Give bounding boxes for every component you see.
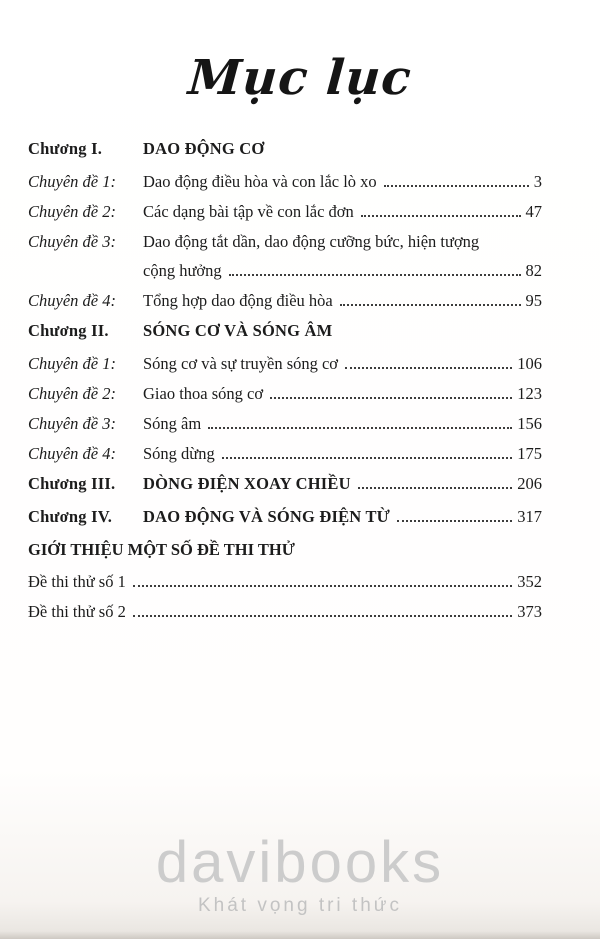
item-title: Đề thi thử số 2 [28,602,126,621]
page-bottom-edge-shadow [0,931,600,939]
page-number: 47 [525,202,542,221]
chapter-title: DAO ĐỘNG VÀ SÓNG ĐIỆN TỪ [143,507,390,526]
chapter-label: Chương II. [28,321,109,340]
dot-leader [222,457,513,459]
item-label: Chuyên đề 3: [28,414,116,433]
dot-leader [208,427,512,429]
chapter-label: Chương I. [28,139,103,158]
table-of-contents [0,140,600,620]
dot-leader [397,520,512,522]
toc-row [28,573,542,590]
page-number: 123 [517,384,542,403]
page-number: 317 [517,507,542,526]
dot-leader [361,215,521,217]
watermark [0,830,600,917]
page-number: 206 [517,474,542,493]
dot-leader [384,185,529,187]
page-number: 82 [525,261,542,280]
page-number: 373 [517,602,542,621]
item-title: cộng hưởng [143,261,222,280]
watermark-slogan: Khát vọng tri thức [197,895,402,916]
page-title: Mục lục [186,50,414,106]
page-number: 3 [533,172,542,191]
chapter-title: DÒNG ĐIỆN XOAY CHIỀU [143,474,351,493]
chapter-title: DAO ĐỘNG CƠ [143,139,265,158]
toc-row-chapter [28,475,542,492]
toc-row [28,415,542,432]
item-title: Sóng dừng [143,444,215,463]
toc-row [28,292,542,309]
item-title: Tổng hợp dao động điều hòa [143,291,333,310]
toc-row-chapter [28,140,542,157]
page-number: 95 [525,291,542,310]
page-number: 106 [517,354,542,373]
item-title: Giao thoa sóng cơ [143,384,264,403]
watermark-logo-text: davibooks [155,830,445,895]
page-number: 352 [517,572,542,591]
toc-row-chapter [28,508,542,525]
item-title: Dao động điều hòa và con lắc lò xo [143,172,377,191]
toc-row [28,385,542,402]
chapter-label: Chương III. [28,474,116,493]
item-title: Sóng cơ và sự truyền sóng cơ [143,354,339,373]
item-label: Chuyên đề 3: [28,232,116,251]
toc-row [28,233,542,250]
dot-leader [358,487,513,489]
toc-row [28,355,542,372]
item-title: Đề thi thử số 1 [28,572,126,591]
toc-row-chapter [28,322,542,339]
item-label: Chuyên đề 4: [28,444,116,463]
item-label: Chuyên đề 4: [28,291,116,310]
chapter-label: Chương IV. [28,507,113,526]
item-title: Dao động tắt dần, dao động cưỡng bức, hiện tượng [143,232,480,251]
dot-leader [340,304,521,306]
page-number: 156 [517,414,542,433]
toc-row [28,603,542,620]
item-title: Các dạng bài tập về con lắc đơn [143,202,354,221]
toc-row [28,445,542,462]
toc-row-continuation [28,262,542,279]
page-number: 175 [517,444,542,463]
toc-row [28,173,542,190]
item-label: Chuyên đề 1: [28,172,116,191]
dot-leader [229,274,521,276]
item-label: Chuyên đề 2: [28,384,116,403]
item-label: Chuyên đề 2: [28,202,116,221]
dot-leader [270,397,512,399]
chapter-title: SÓNG CƠ VÀ SÓNG ÂM [143,321,333,340]
dot-leader [133,585,512,587]
item-title: Sóng âm [143,414,202,433]
section-title: GIỚI THIỆU MỘT SỐ ĐỀ THI THỬ [28,540,295,559]
dot-leader [133,615,512,617]
dot-leader [345,367,512,369]
toc-row [28,203,542,220]
toc-section-heading [28,541,542,558]
item-label: Chuyên đề 1: [28,354,116,373]
